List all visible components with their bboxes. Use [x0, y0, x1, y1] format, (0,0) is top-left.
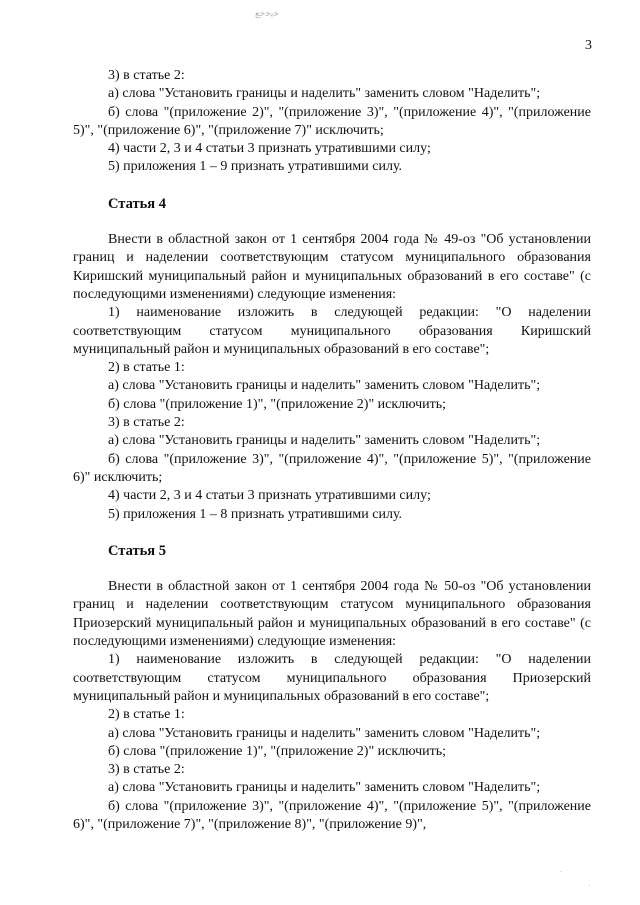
list-item: а) слова "Установить границы и наделить" заменить словом "Наделить"; [108, 725, 541, 741]
list-item: 4) части 2, 3 и 4 статьи 3 признать утратившими силу; [108, 488, 431, 504]
list-item: б) слова "(приложение 3)", "(приложение 4)", "(приложение 5)", "(приложение 6)" исключить; [73, 451, 591, 485]
list-item: 2) в статье 1: [108, 707, 185, 723]
article-heading: Статья 4 [108, 195, 166, 212]
document-body [73, 67, 591, 834]
list-item: 3) в статье 2: [108, 415, 185, 431]
list-item: б) слова "(приложение 3)", "(приложение 4)", "(приложение 5)", "(приложение 6)", "(приложение 7)", "(приложение 8)", "(приложение 9)", [73, 798, 591, 832]
list-item: 3) в статье 2: [108, 68, 185, 83]
article-heading: Статья 5 [108, 542, 166, 559]
list-item: 1) наименование изложить в следующей редакции: "О наделении соответствующим статусом муниципального образования Киришский муниципальный район и муниципальных образований в его составе"; [73, 305, 591, 357]
list-item: а) слова "Установить границы и наделить" заменить словом "Наделить"; [108, 86, 541, 102]
list-item: 2) в статье 1: [108, 360, 185, 376]
article-intro: Внести в областной закон от 1 сентября 2004 года № 50-оз "Об установлении границ и наделении соответствующим статусом муниципального образования Приозерский муниципальный район и муниципальных образований в его составе" (с последующими изменениями) следующие изменения: [73, 579, 591, 650]
list-item: б) слова "(приложение 1)", "(приложение 2)" исключить; [108, 396, 447, 412]
page-number: 3 [585, 38, 592, 53]
list-item: б) слова "(приложение 2)", "(приложение 3)", "(приложение 4)", "(приложение 5)", "(приложение 6)", "(приложение 7)" исключить; [73, 104, 591, 138]
article-intro: Внести в областной закон от 1 сентября 2004 года № 49-оз "Об установлении границ и наделении соответствующим статусом муниципального образования Киришский муниципальный район и муниципальных образований в его составе" (с последующими изменениями) следующие изменения: [73, 232, 591, 302]
scan-speck: · [560, 868, 563, 876]
list-item: а) слова "Установить границы и наделить" заменить словом "Наделить"; [108, 780, 541, 796]
list-item: 3) в статье 2: [108, 762, 185, 778]
list-item: 5) приложения 1 – 8 признать утратившими силу. [108, 506, 403, 522]
list-item: б) слова "(приложение 1)", "(приложение 2)" исключить; [108, 743, 447, 759]
list-item: 1) наименование изложить в следующей редакции: "О наделении соответствующим статусом муниципального образования Приозерский муниципальный район и муниципальных образований в его составе"; [73, 652, 591, 704]
list-item: а) слова "Установить границы и наделить" заменить словом "Наделить"; [108, 378, 541, 394]
list-item: 5) приложения 1 – 9 признать утратившими силу. [108, 159, 403, 175]
list-item: а) слова "Установить границы и наделить" заменить словом "Наделить"; [108, 433, 541, 449]
list-item: 4) части 2, 3 и 4 статьи 3 признать утратившими силу; [108, 141, 431, 157]
scan-speck: · [588, 882, 591, 890]
scan-mark: ﺧﯾﺧﺧﻊ [255, 9, 279, 19]
